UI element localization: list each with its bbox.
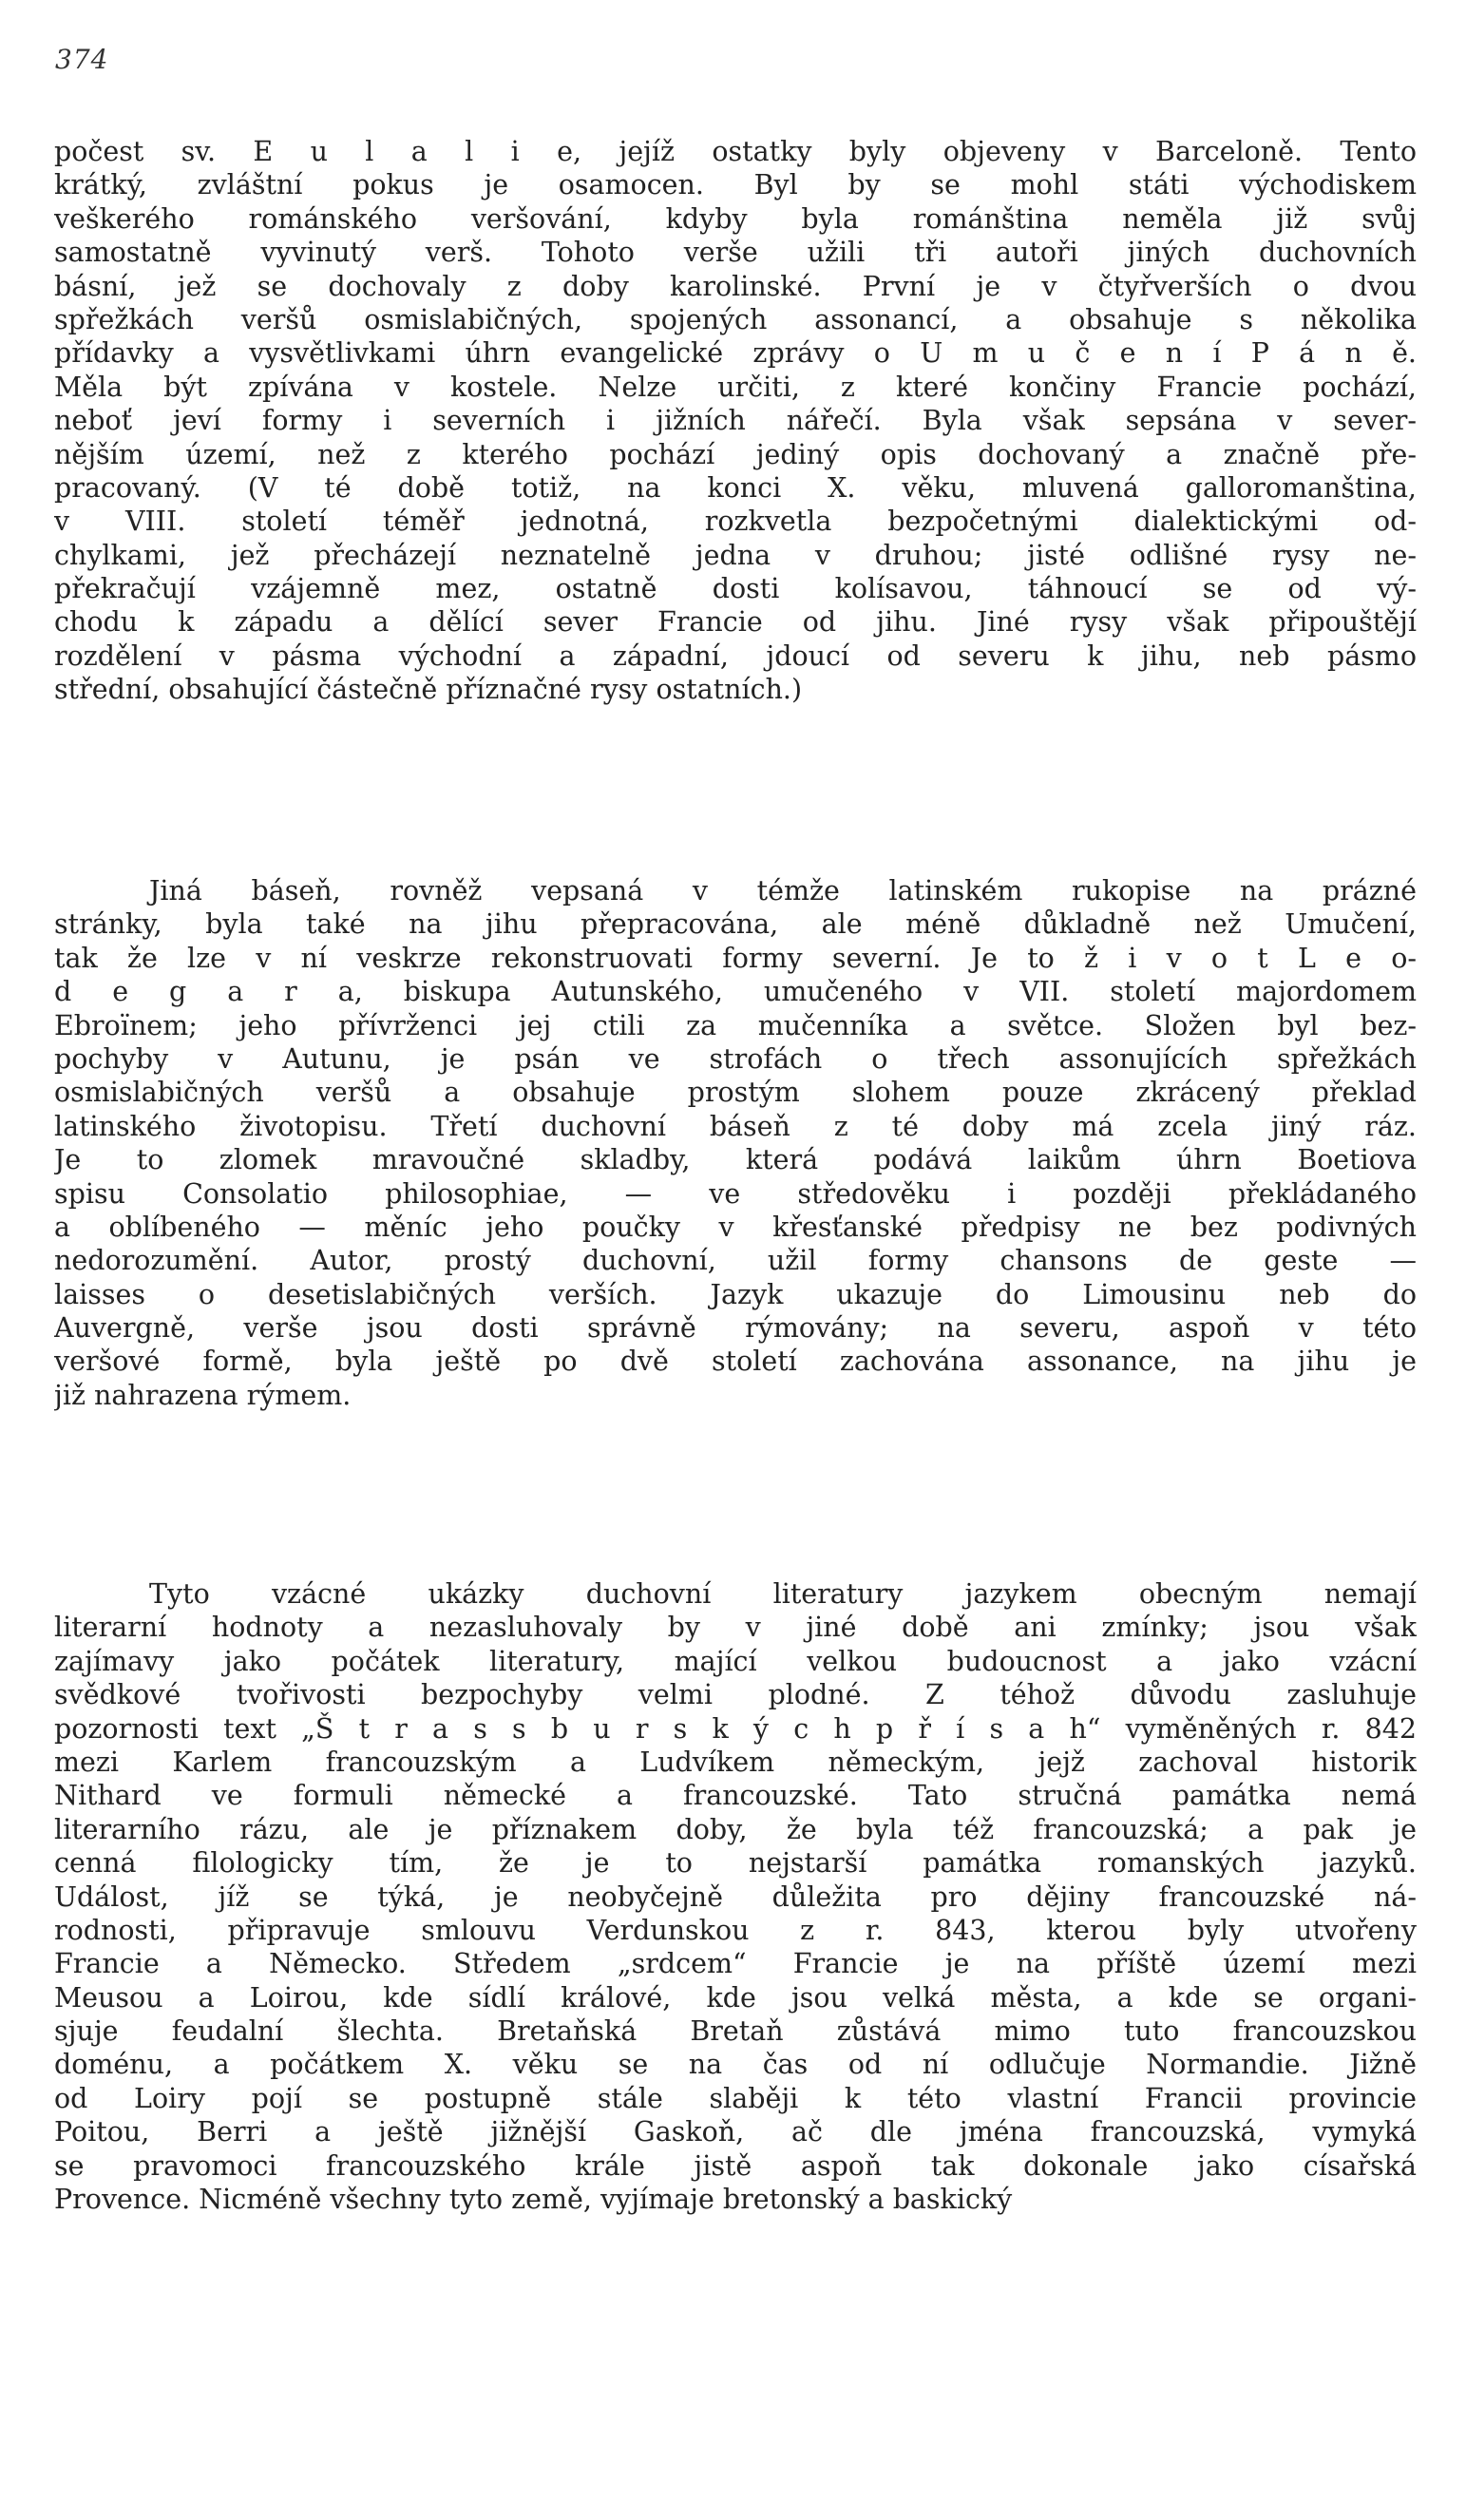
text-line: básní, jež se dochovaly z doby karolinské. První je v čtyřverších o dvou: [54, 270, 1417, 302]
paragraph-1: [54, 135, 1417, 707]
text-line: Měla být zpívána v kostele. Nelze určiti, z které končiny Francie pochází,: [54, 371, 1417, 403]
text-line: Ebroïnem; jeho přívrženci jej ctili za mučenníka a světce. Složen byl bez-: [54, 1009, 1417, 1041]
text-line: svědkové tvořivosti bezpochyby velmi plodné. Z téhož důvodu zasluhuje: [54, 1679, 1417, 1711]
text-line: Událost, jíž se týká, je neobyčejně důležita pro dějiny francouzské ná-: [54, 1880, 1417, 1913]
text-line: pochyby v Autunu, je psán ve strofách o třech assonujících spřežkách: [54, 1042, 1417, 1075]
text-line: Francie a Německo. Středem „srdcem“ Francie je na příště území mezi: [54, 1948, 1417, 1980]
text-line: veršové formě, byla ještě po dvě století zachována assonance, na jihu je: [54, 1346, 1417, 1378]
text-line: Jiná báseň, rovněž vepsaná v témže latinském rukopise na prázné: [149, 875, 1417, 907]
text-line: od Loiry pojí se postupně stále slaběji k této vlastní Francii provincie: [54, 2082, 1417, 2114]
text-line: zajímavy jako počátek literatury, mající velkou budoucnost a jako vzácní: [54, 1645, 1417, 1677]
text-line: střední, obsahující částečně příznačné rysy ostatních.): [54, 674, 803, 706]
text-line: krátký, zvláštní pokus je osamocen. Byl by se mohl státi východiskem: [54, 169, 1417, 201]
text-line: stránky, byla také na jihu přepracována, ale méně důkladně než Umučení,: [54, 908, 1417, 941]
text-line: literarního rázu, ale je příznakem doby, že byla též francouzská; a pak je: [54, 1813, 1417, 1845]
paragraph-2: [54, 874, 1417, 1412]
text-line: veškerého románského veršování, kdyby byla románština neměla již svůj: [54, 202, 1417, 235]
text-line: Auvergně, verše jsou dosti správně rýmovány; na severu, aspoň v této: [54, 1312, 1417, 1345]
text-line: samostatně vyvinutý verš. Tohoto verše užili tři autoři jiných duchovních: [54, 237, 1417, 269]
text-line: spřežkách veršů osmislabičných, spojených assonancí, a obsahuje s několika: [54, 303, 1417, 335]
text-line: pracovaný. (V té době totiž, na konci X. věku, mluvená galloromanština,: [54, 471, 1417, 504]
text-line: nedorozumění. Autor, prostý duchovní, užil formy chansons de geste —: [54, 1245, 1417, 1277]
text-line: Meusou a Loirou, kde sídlí králové, kde jsou velká města, a kde se organi-: [54, 1981, 1417, 2014]
text-line: překračují vzájemně mez, ostatně dosti kolísavou, táhnoucí se od vý-: [54, 573, 1417, 605]
text-line: Poitou, Berri a ještě jižnější Gaskoň, ač dle jména francouzská, vymyká: [54, 2116, 1417, 2148]
text-line: mezi Karlem francouzským a Ludvíkem německým, jejž zachoval historik: [54, 1746, 1417, 1778]
text-line: se pravomoci francouzského krále jistě aspoň tak dokonale jako císařská: [54, 2149, 1417, 2182]
paragraph-3: [54, 1577, 1417, 2216]
text-line: sjuje feudalní šlechta. Bretaňská Bretaň zůstává mimo tuto francouzskou: [54, 2015, 1417, 2048]
page-number: 374: [55, 44, 109, 75]
text-line: literarní hodnoty a nezasluhovaly by v jiné době ani zmínky; jsou však: [54, 1612, 1417, 1644]
text-line: cenná filologicky tím, že je to nejstarší památka romanských jazyků.: [54, 1847, 1417, 1880]
text-line: Tyto vzácné ukázky duchovní literatury jazykem obecným nemají: [149, 1578, 1417, 1610]
text-line: Je to zlomek mravoučné skladby, která podává laikům úhrn Boetiova: [54, 1144, 1417, 1176]
text-line: neboť jeví formy i severních i jižních nářečí. Byla však sepsána v sever-: [54, 405, 1417, 437]
text-line: a oblíbeného — měníc jeho poučky v křesťanské předpisy ne bez podivných: [54, 1211, 1417, 1243]
text-line: počest sv. E u l a l i e, jejíž ostatky byly objeveny v Barceloně. Tento: [54, 136, 1417, 167]
text-line: doménu, a počátkem X. věku se na čas od ní odlučuje Normandie. Jižně: [54, 2049, 1417, 2081]
text-line: laisses o desetislabičných verších. Jazyk ukazuje do Limousinu neb do: [54, 1278, 1417, 1310]
text-line: přídavky a vysvětlivkami úhrn evangelické zprávy o U m u č e n í P á n ě.: [54, 337, 1417, 370]
text-line: chylkami, jež přecházejí neznatelně jedna v druhou; jisté odlišné rysy ne-: [54, 539, 1417, 571]
text-line: pozornosti text „Š t r a s s b u r s k ý c h p ř í s a h“ vyměněných r. 842: [54, 1712, 1417, 1745]
text-line: d e g a r a, biskupa Autunského, umučeného v VII. století majordomem: [54, 976, 1417, 1008]
text-line: Nithard ve formuli německé a francouzské. Tato stručná památka nemá: [54, 1780, 1417, 1812]
text-line: latinského životopisu. Třetí duchovní báseň z té doby má zcela jiný ráz.: [54, 1110, 1417, 1142]
text-line: osmislabičných veršů a obsahuje prostým slohem pouze zkrácený překlad: [54, 1077, 1417, 1109]
text-line: nějším území, než z kterého pochází jediný opis dochovaný a značně pře-: [54, 438, 1417, 470]
text-line: v VIII. století téměř jednotná, rozkvetla bezpočetnými dialektickými od-: [54, 506, 1417, 538]
text-line: rozdělení v pásma východní a západní, jdoucí od severu k jihu, neb pásmo: [54, 640, 1417, 672]
text-line: již nahrazena rýmem.: [54, 1379, 352, 1411]
text-line: rodnosti, připravuje smlouvu Verdunskou z r. 843, kterou byly utvořeny: [54, 1914, 1417, 1946]
text-line: Provence. Nicméně všechny tyto země, vyjímaje bretonský a baskický: [54, 2184, 1013, 2216]
text-line: tak že lze v ní veskrze rekonstruovati formy severní. Je to ž i v o t L e o-: [54, 942, 1417, 974]
text-line: spisu Consolatio philosophiae, — ve středověku i později překládaného: [54, 1177, 1417, 1210]
text-line: chodu k západu a dělící sever Francie od jihu. Jiné rysy však připouštějí: [54, 606, 1417, 639]
